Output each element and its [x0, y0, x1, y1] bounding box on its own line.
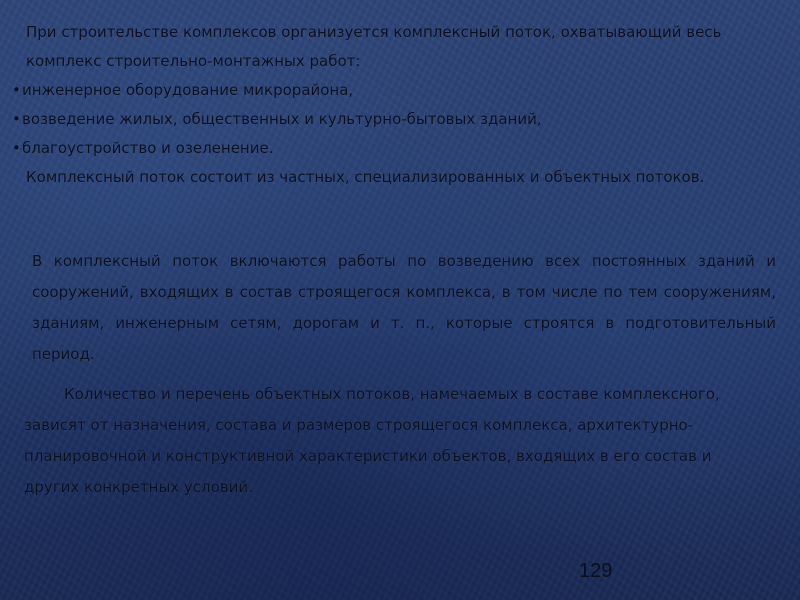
- bullet-item: [12, 134, 782, 163]
- paragraph-text: В комплексный поток включаются работы по возведению всех постоянных зданий и сооружений, входящих в состав строящегося комплекса, в том числе по тем сооружениям, зданиям, инженерным сетям, дорогам и т. п., которые строятся в подготовительный период.: [32, 252, 776, 363]
- paragraph-complex-flow-works: [32, 246, 776, 370]
- intro-text: При строительстве комплексов организуется комплексный поток, охватывающий весь комплекс строительно-монтажных работ:: [26, 23, 722, 70]
- bullet-text: возведение жилых, общественных и культурно-бытовых зданий,: [22, 110, 542, 128]
- text-block-main: [14, 18, 782, 192]
- bullet-dot: •: [12, 110, 21, 128]
- bullet-text: благоустройство и озеленение.: [22, 139, 274, 157]
- bullet-text: инженерное оборудование микрорайона,: [22, 81, 354, 99]
- bullet-dot: •: [12, 81, 21, 99]
- paragraph-text: Количество и перечень объектных потоков, намечаемых в составе комплексного, зависят от назначения, состава и размеров строящегося комплекса, архитектурно-планировочной и конструктивной характеристики объектов, входящих в его состав и других конкретных условий.: [24, 385, 720, 496]
- paragraph-object-flows: [24, 379, 740, 503]
- complex-flow-text: Комплексный поток состоит из частных, специализированных и объектных потоков.: [26, 168, 705, 186]
- bullet-item: [12, 76, 782, 105]
- bullet-dot: •: [12, 139, 21, 157]
- page-number: 129: [579, 560, 613, 582]
- bullet-item: [12, 105, 782, 134]
